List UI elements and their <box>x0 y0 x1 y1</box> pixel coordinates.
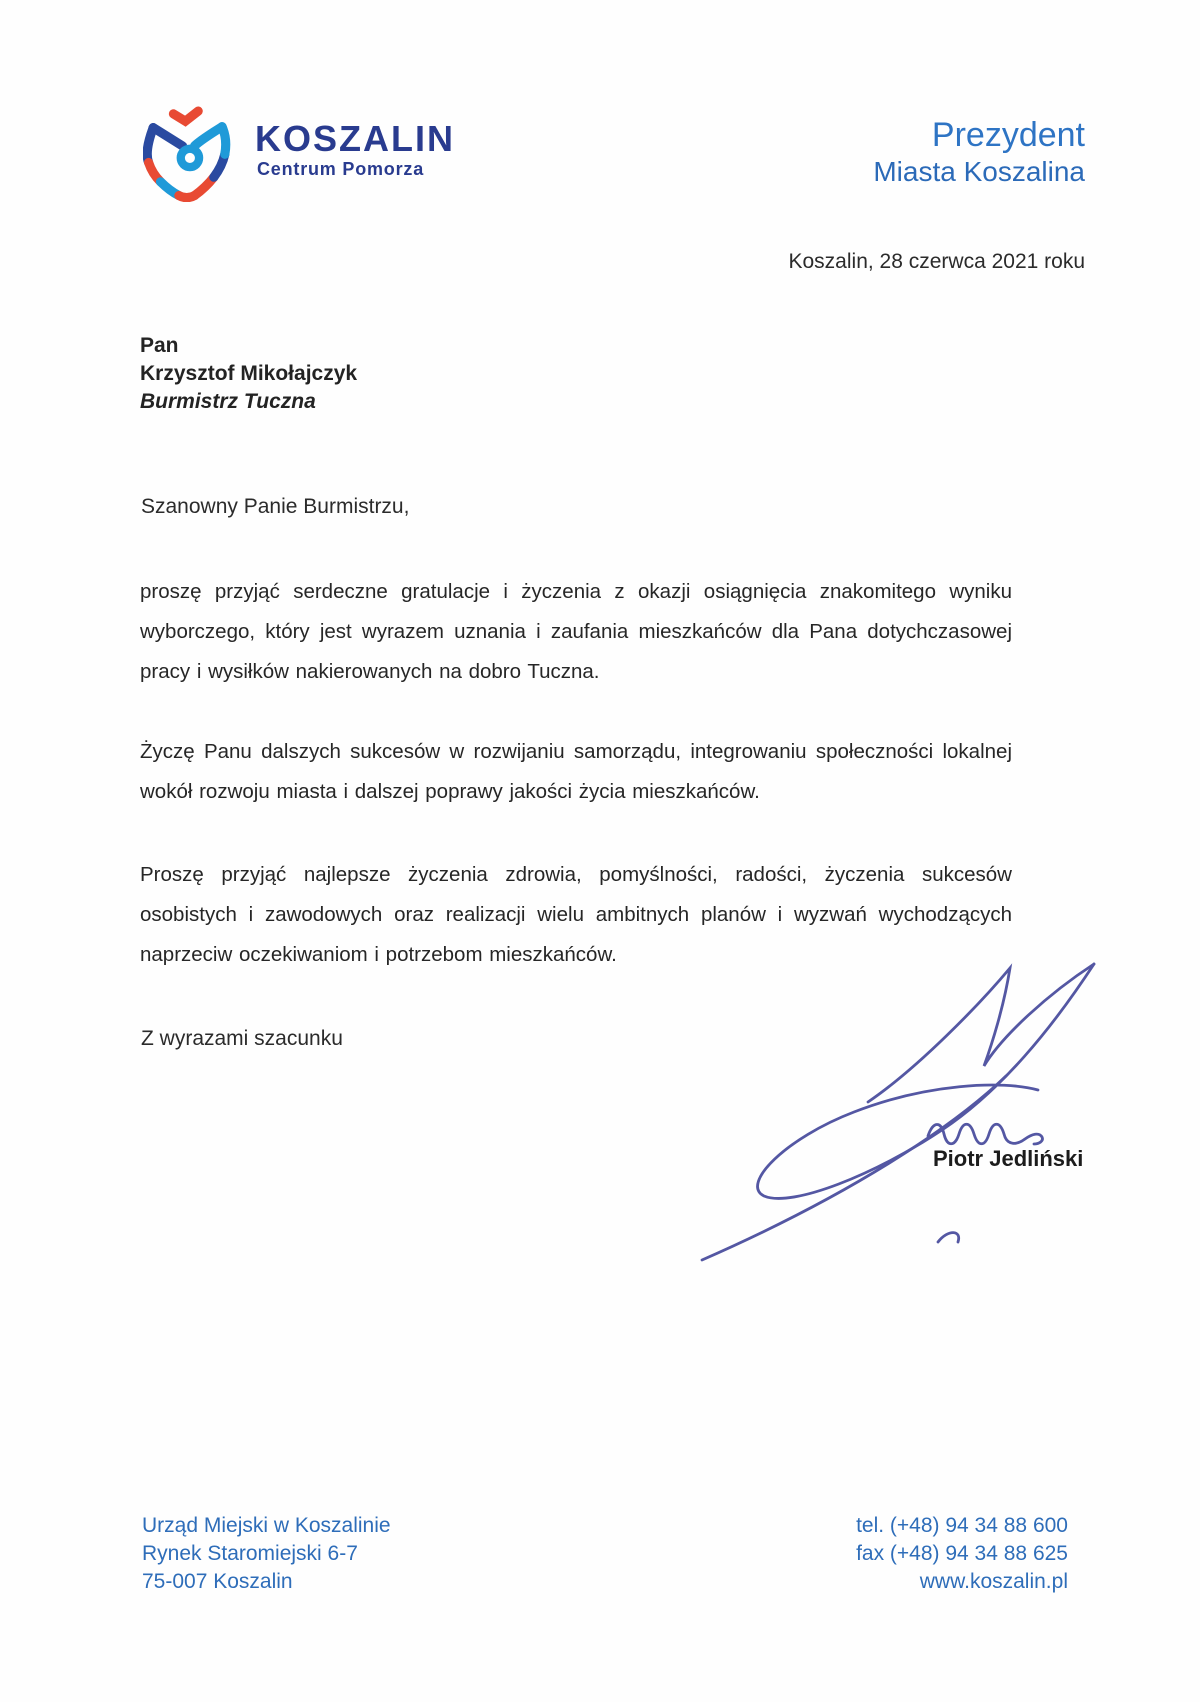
recipient-name: Krzysztof Mikołajczyk <box>140 362 358 385</box>
closing-phrase: Z wyrazami szacunku <box>141 1027 343 1050</box>
koszalin-crest-icon <box>143 101 235 202</box>
date-line: Koszalin, 28 czerwca 2021 roku <box>788 250 1085 273</box>
office-header <box>873 116 1085 190</box>
body-paragraph-1: proszę przyjąć serdeczne gratulacje i życzenia z okazji osiągnięcia znakomitego wyniku wyborczego, który jest wyrazem uznania i zaufania mieszkańców dla Pana dotychczasowej pracy i wysiłków nakierowanych na dobro Tuczna. <box>140 580 1012 683</box>
recipient-title: Burmistrz Tuczna <box>140 390 316 413</box>
footer-fax: fax (+48) 94 34 88 625 <box>856 1542 1068 1565</box>
office-subtitle: Miasta Koszalina <box>873 156 1085 187</box>
logo-wordmark: KOSZALIN <box>255 118 455 159</box>
body-paragraph-2: Życzę Panu dalszych sukcesów w rozwijaniu samorządu, integrowaniu społeczności lokalnej wokół rozwoju miasta i dalszej poprawy jakości życia mieszkańców. <box>140 740 1012 803</box>
handwritten-signature-icon <box>680 930 1110 1280</box>
salutation: Szanowny Panie Burmistrzu, <box>141 495 410 518</box>
footer-address-line: 75-007 Koszalin <box>142 1570 293 1593</box>
logo-tagline: Centrum Pomorza <box>257 159 425 179</box>
recipient-block <box>140 332 357 416</box>
recipient-honorific: Pan <box>140 334 179 357</box>
footer-phone: tel. (+48) 94 34 88 600 <box>856 1514 1068 1537</box>
body-paragraph-3: Proszę przyjąć najlepsze życzenia zdrowia, pomyślności, radości, życzenia sukcesów osobistych i zawodowych oraz realizacji wielu ambitnych planów i wyzwań wychodzących naprzeciw oczekiwaniom i potrzebom mieszkańców. <box>140 863 1012 966</box>
footer-address <box>142 1512 391 1596</box>
footer-contact <box>856 1512 1068 1596</box>
footer-address-line: Urząd Miejski w Koszalinie <box>142 1514 391 1537</box>
footer-address-line: Rynek Staromiejski 6-7 <box>142 1542 358 1565</box>
signatory-name: Piotr Jedliński <box>933 1146 1084 1171</box>
office-title: Prezydent <box>931 116 1085 154</box>
footer-website: www.koszalin.pl <box>919 1570 1068 1593</box>
